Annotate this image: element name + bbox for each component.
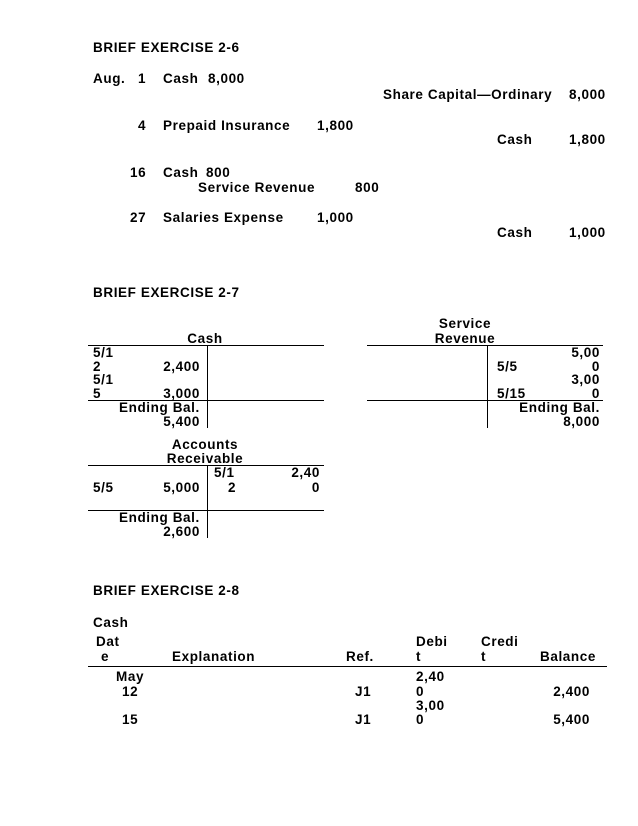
credit-amount: 1,000	[569, 225, 606, 240]
debit-amount: 8,000	[208, 71, 245, 86]
row-ref: J1	[355, 712, 372, 727]
t-account-title: Revenue	[434, 331, 496, 346]
row-date: May	[116, 669, 145, 684]
entry-date: 5/15	[497, 386, 526, 401]
row-ref: J1	[355, 684, 372, 699]
row-balance: 5,400	[553, 712, 590, 727]
entry-date: 5/1	[214, 465, 235, 480]
t-account-center-rule	[487, 345, 488, 428]
credit-account: Cash	[497, 132, 533, 147]
column-header-credit: Credi	[481, 634, 519, 649]
ending-balance-label: Ending Bal.	[119, 400, 200, 415]
credit-amount: 2,40	[291, 465, 320, 480]
entry-date: 5/1	[93, 345, 114, 360]
entry-day: 1	[138, 71, 147, 86]
credit-amount: 0	[591, 359, 600, 374]
t-account-top-rule	[88, 345, 324, 346]
ending-balance-amount: 8,000	[563, 414, 600, 429]
ledger-account-name: Cash	[93, 615, 129, 630]
entry-date: 2	[93, 359, 102, 374]
credit-account: Cash	[497, 225, 533, 240]
credit-amount: 0	[311, 480, 320, 495]
credit-account: Share Capital—Ordinary	[383, 87, 553, 102]
entry-date: 5/5	[497, 359, 518, 374]
column-header-date: Dat	[96, 634, 120, 649]
credit-account: Service Revenue	[198, 180, 316, 195]
debit-amount: 1,800	[317, 118, 354, 133]
credit-amount: 8,000	[569, 87, 606, 102]
column-header-explanation: Explanation	[172, 649, 256, 664]
row-date: 12	[122, 684, 139, 699]
debit-amount: 800	[206, 165, 231, 180]
credit-amount: 3,00	[571, 372, 600, 387]
column-header-date: e	[101, 649, 110, 664]
t-account-title: Receivable	[166, 451, 244, 466]
entry-day: 16	[130, 165, 147, 180]
entry-date: 5/1	[93, 372, 114, 387]
ledger-header-rule	[88, 666, 607, 667]
row-date: 15	[122, 712, 139, 727]
t-account-center-rule	[207, 345, 208, 428]
column-header-debit: Debi	[416, 634, 448, 649]
column-header-credit: t	[481, 649, 487, 664]
debit-amount: 5,000	[163, 480, 200, 495]
credit-amount: 800	[355, 180, 380, 195]
entry-date: 5/5	[93, 480, 114, 495]
be27-heading: BRIEF EXERCISE 2-7	[93, 285, 240, 300]
credit-amount: 1,800	[569, 132, 606, 147]
t-account-title: Service	[438, 316, 492, 331]
debit-account: Cash	[163, 165, 199, 180]
row-debit: 3,00	[416, 698, 445, 713]
entry-day: 27	[130, 210, 147, 225]
row-debit: 0	[416, 712, 425, 727]
ending-balance-amount: 2,600	[163, 524, 200, 539]
debit-amount: 2,400	[163, 359, 200, 374]
be26-heading: BRIEF EXERCISE 2-6	[93, 40, 240, 55]
entry-day: 4	[138, 118, 147, 133]
credit-amount: 5,00	[571, 345, 600, 360]
column-header-debit: t	[416, 649, 422, 664]
ending-balance-amount: 5,400	[163, 414, 200, 429]
entry-date: 2	[227, 480, 237, 495]
debit-account: Prepaid Insurance	[163, 118, 291, 133]
t-account-center-rule	[207, 465, 208, 538]
debit-account: Salaries Expense	[163, 210, 284, 225]
column-header-ref: Ref.	[346, 649, 374, 664]
ending-balance-label: Ending Bal.	[519, 400, 600, 415]
entry-month: Aug.	[93, 71, 126, 86]
debit-amount: 1,000	[317, 210, 354, 225]
t-account-title: Accounts	[171, 437, 239, 452]
debit-amount: 3,000	[163, 386, 200, 401]
row-debit: 2,40	[416, 669, 445, 684]
ending-balance-label: Ending Bal.	[119, 510, 200, 525]
row-debit: 0	[416, 684, 425, 699]
t-account-title: Cash	[187, 331, 223, 346]
debit-account: Cash	[163, 71, 199, 86]
credit-amount: 0	[591, 386, 600, 401]
entry-date: 5	[93, 386, 102, 401]
row-balance: 2,400	[553, 684, 590, 699]
column-header-balance: Balance	[540, 649, 596, 664]
be28-heading: BRIEF EXERCISE 2-8	[93, 583, 240, 598]
